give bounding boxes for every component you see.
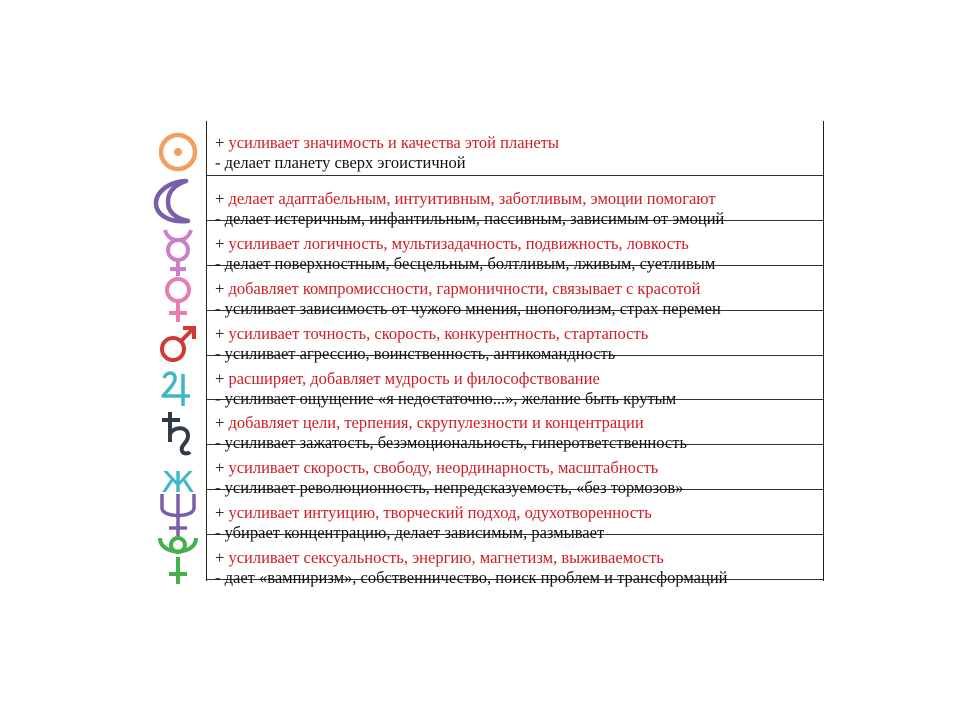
- positive-effect-text: усиливает точность, скорость, конкурентность, стартапость: [228, 323, 649, 343]
- plus-sign: +: [215, 278, 225, 298]
- negative-effect-text: - усиливает зависимость от чужого мнения, шопоголизм, страх перемен: [215, 298, 721, 318]
- positive-effect-text: усиливает скорость, свободу, неординарность, масштабность: [228, 458, 659, 478]
- positive-effect-text: усиливает сексуальность, энергию, магнетизм, выживаемость: [228, 548, 664, 568]
- negative-effect-text: - усиливает агрессию, воинственность, антикомандность: [215, 343, 616, 363]
- table-row: [207, 490, 823, 543]
- table-row: [207, 176, 823, 228]
- positive-effect-text: усиливает логичность, мультизадачность, подвижность, ловкость: [228, 233, 689, 253]
- positive-effect: [215, 234, 823, 254]
- mars-icon: [150, 324, 206, 364]
- plus-sign: +: [215, 133, 225, 152]
- table-row: [207, 266, 823, 318]
- positive-effect: [215, 548, 823, 568]
- table-row: [207, 535, 823, 588]
- plus-sign: +: [215, 413, 225, 433]
- neptune-icon: [150, 490, 206, 538]
- plus-sign: +: [215, 233, 225, 253]
- positive-effect: [215, 324, 823, 344]
- table-row: [207, 121, 823, 176]
- negative-effect-text: - дает «вампиризм», собственничество, поиск проблем и трансформаций: [215, 568, 728, 588]
- table-row: [207, 445, 823, 498]
- positive-effect: [215, 369, 823, 389]
- plus-sign: +: [215, 368, 225, 388]
- plus-sign: +: [215, 323, 225, 343]
- positive-effect: [215, 458, 823, 478]
- positive-effect: [215, 503, 823, 523]
- plus-sign: +: [215, 458, 225, 478]
- positive-effect-text: добавляет цели, терпения, скрупулезности и концентрации: [228, 413, 644, 433]
- venus-icon: [150, 276, 206, 324]
- positive-effect-text: расширяет, добавляет мудрость и философствование: [228, 368, 600, 388]
- positive-effect-text: усиливает значимость и качества этой планеты: [228, 133, 559, 152]
- saturn-icon: [150, 410, 206, 456]
- plus-sign: +: [215, 189, 225, 208]
- positive-effect: [215, 413, 823, 433]
- positive-effect-text: усиливает интуицию, творческий подход, одухотворенность: [228, 503, 652, 523]
- plus-sign: +: [215, 503, 225, 523]
- negative-effect-text: - усиливает зажатость, безэмоциональность, гиперответственность: [215, 433, 687, 453]
- positive-effect: [215, 279, 823, 299]
- table-row: [207, 400, 823, 453]
- table-row: [207, 356, 823, 408]
- negative-effect-text: - делает поверхностным, бесцельным, болтливым, лживым, суетливым: [215, 253, 716, 273]
- planet-symbols-column: [150, 128, 206, 588]
- pluto-icon: [150, 534, 206, 586]
- jupiter-icon: [150, 368, 206, 408]
- moon-icon: [150, 178, 206, 224]
- table-row: [207, 311, 823, 363]
- positive-effect-text: добавляет компромиссности, гармоничности, связывает с красотой: [228, 278, 701, 298]
- sun-icon: [150, 130, 206, 170]
- positive-effect: [215, 189, 823, 209]
- planet-effects-table: [206, 121, 824, 588]
- negative-effect-text: - усиливает ощущение «я недостаточно...», желание быть крутым: [215, 388, 677, 408]
- mercury-icon: [150, 228, 206, 278]
- negative-effect-text: - убирает концентрацию, делает зависимым, размывает: [215, 523, 605, 543]
- positive-effect: [215, 133, 823, 153]
- negative-effect-text: - делает истеричным, инфантильным, пассивным, зависимым от эмоций: [215, 209, 725, 228]
- plus-sign: +: [215, 548, 225, 568]
- positive-effect-text: делает адаптабельным, интуитивным, заботливым, эмоции помогают: [228, 189, 716, 208]
- negative-effect-text: - делает планету сверх эгоистичной: [215, 153, 466, 172]
- svg-text:ж: ж: [160, 457, 196, 501]
- table-row: [207, 221, 823, 273]
- negative-effect-text: - усиливает революционность, непредсказуемость, «без тормозов»: [215, 478, 684, 498]
